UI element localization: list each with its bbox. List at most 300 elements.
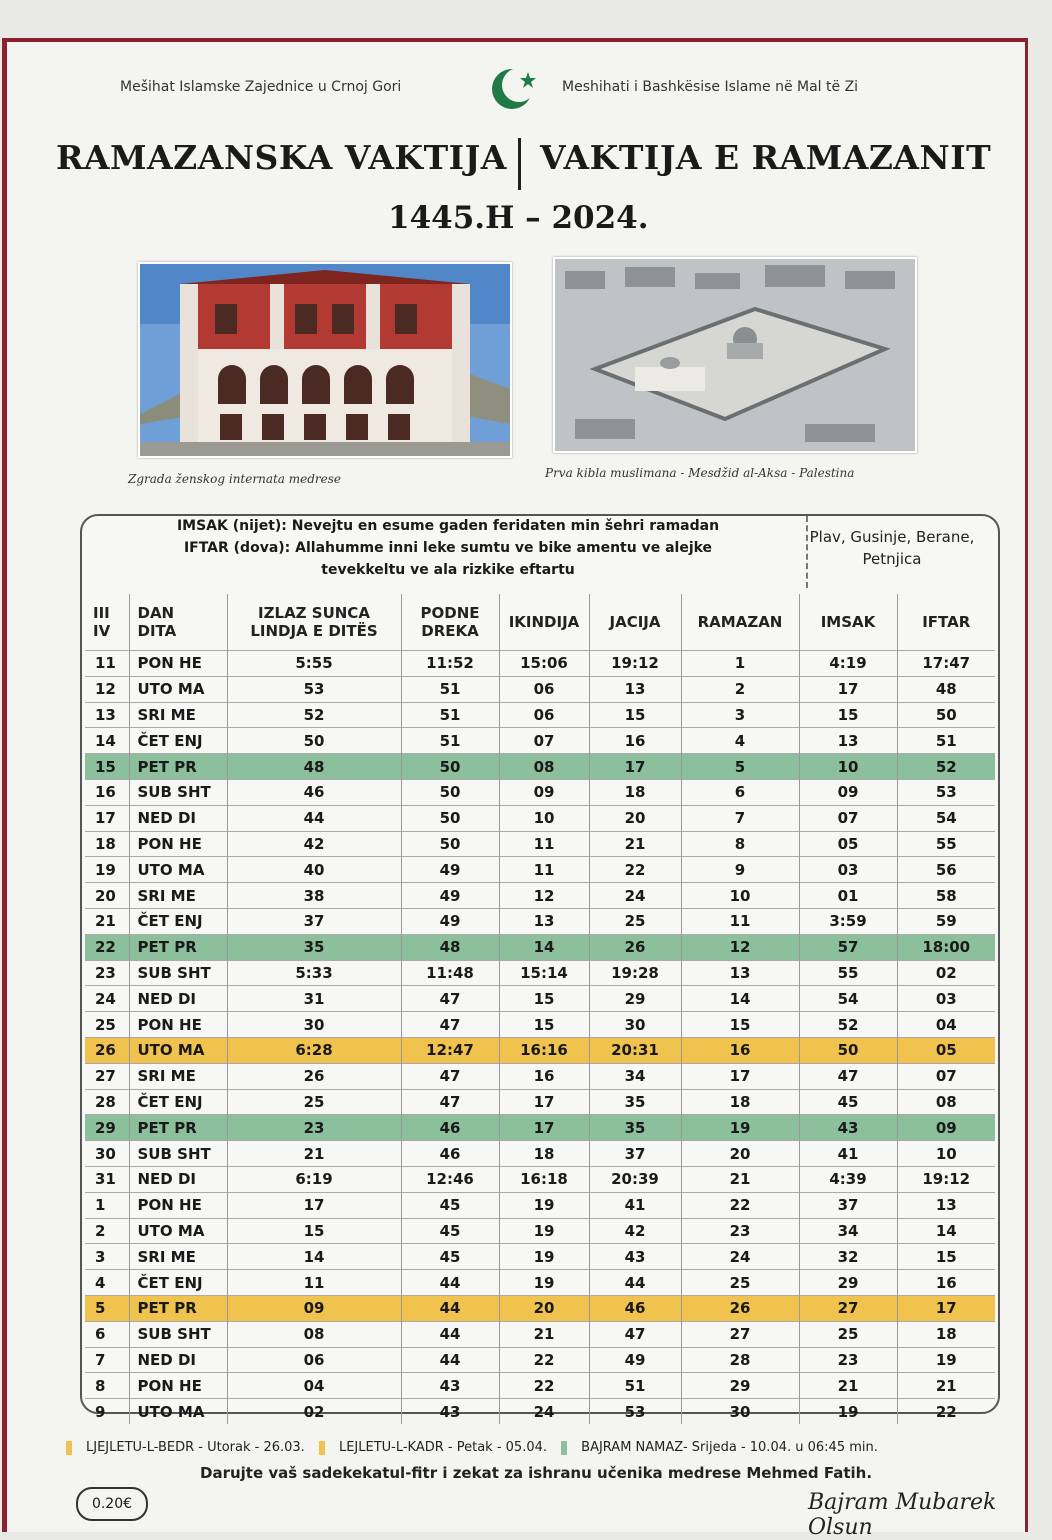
table-cell: 43 (799, 1115, 897, 1141)
table-cell: 35 (227, 934, 401, 960)
table-cell: 9 (85, 1399, 129, 1424)
table-cell: 13 (681, 960, 799, 986)
table-cell: 25 (681, 1270, 799, 1296)
column-header (85, 594, 129, 651)
table-cell: 18:00 (897, 934, 995, 960)
header-line: IV (93, 622, 111, 640)
table-cell: 07 (897, 1063, 995, 1089)
table-cell: 3 (85, 1244, 129, 1270)
table-cell: 4:19 (799, 651, 897, 677)
table-cell: 15 (499, 986, 589, 1012)
table-cell: 57 (799, 934, 897, 960)
table-cell: 24 (499, 1399, 589, 1424)
table-cell: 15 (85, 754, 129, 780)
table-cell: 07 (799, 805, 897, 831)
table-cell: 31 (85, 1166, 129, 1192)
table-cell: 16 (85, 779, 129, 805)
table-cell: 11 (681, 908, 799, 934)
table-cell: 37 (799, 1192, 897, 1218)
table-cell: 11:48 (401, 960, 499, 986)
table-cell: 03 (897, 986, 995, 1012)
table-row (85, 1244, 995, 1270)
table-cell: PON HE (129, 1012, 227, 1038)
table-cell: 41 (799, 1141, 897, 1167)
table-cell: 02 (897, 960, 995, 986)
table-row (85, 1270, 995, 1296)
table-cell: 47 (401, 986, 499, 1012)
table-cell: 56 (897, 857, 995, 883)
table-row (85, 883, 995, 909)
table-cell: 03 (799, 857, 897, 883)
table-cell: 51 (401, 728, 499, 754)
table-cell: 23 (799, 1347, 897, 1373)
table-cell: 15 (681, 1012, 799, 1038)
header-line: LINDJA E DITËS (250, 622, 378, 640)
table-cell: 13 (499, 908, 589, 934)
table-cell: 18 (897, 1321, 995, 1347)
table-cell: 16 (589, 728, 681, 754)
table-cell: ČET ENJ (129, 1270, 227, 1296)
table-cell: 19:12 (589, 651, 681, 677)
table-cell: 3:59 (799, 908, 897, 934)
table-cell: 27 (85, 1063, 129, 1089)
table-cell: 16:16 (499, 1037, 589, 1063)
table-cell: 43 (401, 1399, 499, 1424)
table-row (85, 1399, 995, 1424)
table-cell: 05 (799, 831, 897, 857)
table-cell: 14 (499, 934, 589, 960)
table-cell: 11 (499, 831, 589, 857)
legend-swatch-yellow (66, 1441, 72, 1455)
table-cell: 7 (85, 1347, 129, 1373)
table-cell: 22 (897, 1399, 995, 1424)
table-cell: 19 (499, 1218, 589, 1244)
table-cell: 14 (85, 728, 129, 754)
price-badge: 0.20€ (76, 1487, 148, 1521)
table-cell: 4 (681, 728, 799, 754)
table-row (85, 1192, 995, 1218)
table-cell: SRI ME (129, 883, 227, 909)
org-name-albanian: Meshihati i Bashkësise Islame në Mal të Zi (562, 79, 859, 95)
table-row (85, 934, 995, 960)
table-cell: 08 (897, 1089, 995, 1115)
table-row (85, 1295, 995, 1321)
table-cell: 45 (401, 1244, 499, 1270)
table-row (85, 1063, 995, 1089)
table-cell: 44 (227, 805, 401, 831)
table-cell: 2 (85, 1218, 129, 1244)
table-cell: 20 (681, 1141, 799, 1167)
table-cell: NED DI (129, 1166, 227, 1192)
table-row (85, 1347, 995, 1373)
table-cell: 5:33 (227, 960, 401, 986)
table-cell: ČET ENJ (129, 728, 227, 754)
table-cell: 17 (799, 676, 897, 702)
table-cell: 24 (589, 883, 681, 909)
table-cell: PON HE (129, 651, 227, 677)
table-cell: 20:31 (589, 1037, 681, 1063)
title-divider (518, 138, 521, 190)
table-header-row (85, 594, 995, 651)
table-cell: 4 (85, 1270, 129, 1296)
table-cell: 35 (589, 1089, 681, 1115)
table-cell: UTO MA (129, 1037, 227, 1063)
table-row (85, 728, 995, 754)
table-cell: 48 (897, 676, 995, 702)
table-cell: 10 (799, 754, 897, 780)
table-cell: 1 (681, 651, 799, 677)
legend-swatch-yellow (319, 1441, 325, 1455)
table-cell: PET PR (129, 1115, 227, 1141)
table-cell: PON HE (129, 1373, 227, 1399)
header-line: DITA (137, 622, 177, 640)
legend-swatch-green (561, 1441, 567, 1455)
table-row (85, 651, 995, 677)
table-cell: 27 (681, 1321, 799, 1347)
table-cell: 21 (85, 908, 129, 934)
table-cell: 51 (401, 676, 499, 702)
table-cell: 17 (227, 1192, 401, 1218)
table-cell: 54 (897, 805, 995, 831)
table-cell: 17 (85, 805, 129, 831)
table-cell: 55 (799, 960, 897, 986)
table-cell: 15 (227, 1218, 401, 1244)
table-cell: 50 (227, 728, 401, 754)
table-cell: 22 (499, 1347, 589, 1373)
table-row (85, 986, 995, 1012)
table-cell: 20:39 (589, 1166, 681, 1192)
table-cell: 44 (401, 1321, 499, 1347)
table-cell: 53 (227, 676, 401, 702)
table-cell: 24 (681, 1244, 799, 1270)
table-cell: 27 (799, 1295, 897, 1321)
table-row (85, 1218, 995, 1244)
table-cell: SRI ME (129, 702, 227, 728)
table-cell: 26 (227, 1063, 401, 1089)
table-cell: SUB SHT (129, 1321, 227, 1347)
table-cell: 25 (799, 1321, 897, 1347)
table-cell: 44 (401, 1270, 499, 1296)
table-cell: 14 (897, 1218, 995, 1244)
legend-kadr: LEJLETU-L-KADR - Petak - 05.04. (338, 1440, 548, 1455)
table-cell: 24 (85, 986, 129, 1012)
table-cell: ČET ENJ (129, 1089, 227, 1115)
table-cell: 13 (897, 1192, 995, 1218)
crescent-star-icon (490, 64, 540, 114)
table-cell: 16 (681, 1037, 799, 1063)
table-cell: 50 (401, 779, 499, 805)
table-cell: 34 (799, 1218, 897, 1244)
table-cell: 51 (589, 1373, 681, 1399)
table-body (85, 651, 995, 1424)
table-cell: 22 (681, 1192, 799, 1218)
table-cell: 12:47 (401, 1037, 499, 1063)
table-cell: 10 (897, 1141, 995, 1167)
table-cell: 34 (589, 1063, 681, 1089)
table-row (85, 676, 995, 702)
table-cell: 16 (897, 1270, 995, 1296)
column-header (681, 594, 799, 651)
table-cell: 30 (681, 1399, 799, 1424)
table-row (85, 1037, 995, 1063)
table-cell: UTO MA (129, 1218, 227, 1244)
table-cell: 8 (681, 831, 799, 857)
table-cell: 14 (227, 1244, 401, 1270)
table-cell: 46 (589, 1295, 681, 1321)
table-cell: 52 (897, 754, 995, 780)
column-header (897, 594, 995, 651)
table-cell: 19:12 (897, 1166, 995, 1192)
table-cell: 48 (401, 934, 499, 960)
table-cell: 13 (799, 728, 897, 754)
table-cell: 16 (499, 1063, 589, 1089)
column-header (129, 594, 227, 651)
table-cell: 53 (897, 779, 995, 805)
table-cell: 12 (85, 676, 129, 702)
table-cell: PET PR (129, 1295, 227, 1321)
table-row (85, 1141, 995, 1167)
table-cell: 19 (799, 1399, 897, 1424)
table-cell: 07 (499, 728, 589, 754)
table-cell: 15 (589, 702, 681, 728)
table-cell: 38 (227, 883, 401, 909)
title-bosnian: RAMAZANSKA VAKTIJA (56, 138, 507, 177)
table-cell: 18 (499, 1141, 589, 1167)
table-cell: 12 (499, 883, 589, 909)
table-cell: 29 (589, 986, 681, 1012)
table-cell: 09 (799, 779, 897, 805)
legend-bajram: BAJRAM NAMAZ- Srijeda - 10.04. u 06:45 min. (581, 1440, 878, 1455)
table-cell: 21 (589, 831, 681, 857)
legend (66, 1440, 878, 1455)
table-cell: 22 (589, 857, 681, 883)
signature: Bajram Mubarek Olsun (808, 1490, 997, 1540)
table-cell: 46 (401, 1141, 499, 1167)
table-cell: 19:28 (589, 960, 681, 986)
table-cell: 9 (681, 857, 799, 883)
table-cell: 25 (227, 1089, 401, 1115)
table-cell: 49 (401, 883, 499, 909)
table-cell: 09 (499, 779, 589, 805)
table-cell: 3 (681, 702, 799, 728)
table-cell: 17:47 (897, 651, 995, 677)
table-row (85, 1115, 995, 1141)
table-cell: 44 (589, 1270, 681, 1296)
table-cell: 40 (227, 857, 401, 883)
table-cell: 49 (589, 1347, 681, 1373)
table-cell: 25 (589, 908, 681, 934)
table-cell: 59 (897, 908, 995, 934)
column-header (499, 594, 589, 651)
table-cell: 09 (897, 1115, 995, 1141)
table-cell: 5 (85, 1295, 129, 1321)
table-cell: 23 (227, 1115, 401, 1141)
table-cell: 06 (227, 1347, 401, 1373)
table-cell: 50 (401, 754, 499, 780)
table-cell: 04 (227, 1373, 401, 1399)
table-cell: 09 (227, 1295, 401, 1321)
header-line: IZLAZ SUNCA (258, 604, 370, 622)
table-cell: 26 (85, 1037, 129, 1063)
legend-bedr: LJEJLETU-L-BEDR - Utorak - 26.03. (86, 1440, 305, 1455)
table-cell: 51 (897, 728, 995, 754)
table-cell: 28 (681, 1347, 799, 1373)
table-cell: 50 (401, 831, 499, 857)
table-cell: UTO MA (129, 676, 227, 702)
table-cell: 50 (401, 805, 499, 831)
table-cell: 19 (499, 1244, 589, 1270)
table-cell: NED DI (129, 986, 227, 1012)
table-cell: 15 (499, 1012, 589, 1038)
table-cell: 44 (401, 1295, 499, 1321)
table-cell: SUB SHT (129, 960, 227, 986)
table-cell: UTO MA (129, 1399, 227, 1424)
table-cell: 35 (589, 1115, 681, 1141)
table-row (85, 1373, 995, 1399)
table-cell: 21 (799, 1373, 897, 1399)
table-cell: 17 (499, 1089, 589, 1115)
table-cell: 19 (499, 1192, 589, 1218)
table-cell: 26 (681, 1295, 799, 1321)
table-cell: 53 (589, 1399, 681, 1424)
table-cell: 08 (227, 1321, 401, 1347)
title-albanian: VAKTIJA E RAMAZANIT (540, 138, 992, 177)
table-cell: 46 (401, 1115, 499, 1141)
table-cell: 43 (589, 1244, 681, 1270)
dua-text (148, 515, 748, 581)
table-cell: 41 (589, 1192, 681, 1218)
table-cell: 21 (897, 1373, 995, 1399)
header-line: IMSAK (820, 613, 876, 631)
table-cell: 8 (85, 1373, 129, 1399)
table-cell: 21 (681, 1166, 799, 1192)
table-cell: 5:55 (227, 651, 401, 677)
table-cell: 29 (681, 1373, 799, 1399)
header-line: IKINDIJA (508, 613, 580, 631)
table-row (85, 960, 995, 986)
table-row (85, 754, 995, 780)
table-cell: SUB SHT (129, 779, 227, 805)
table-cell: 18 (681, 1089, 799, 1115)
table-row (85, 702, 995, 728)
table-cell: 11 (227, 1270, 401, 1296)
header-line: IFTAR (922, 613, 971, 631)
table-cell: SUB SHT (129, 1141, 227, 1167)
table-cell: ČET ENJ (129, 908, 227, 934)
table-cell: 31 (227, 986, 401, 1012)
table-cell: 13 (85, 702, 129, 728)
table-cell: 49 (401, 908, 499, 934)
table-cell: 30 (227, 1012, 401, 1038)
column-header (227, 594, 401, 651)
table-cell: 45 (799, 1089, 897, 1115)
sadaka-note: Darujte vaš sadekekatul-fitr i zekat za ishranu učenika medrese Mehmed Fatih. (200, 1464, 873, 1482)
table-cell: 17 (589, 754, 681, 780)
header-line: DREKA (421, 622, 479, 640)
table-cell: 5 (681, 754, 799, 780)
photo-medresa-building (138, 262, 512, 458)
table-cell: PON HE (129, 1192, 227, 1218)
table-row (85, 1012, 995, 1038)
table-cell: 58 (897, 883, 995, 909)
table-cell: 21 (227, 1141, 401, 1167)
year-subtitle: 1445.H – 2024. (388, 200, 649, 236)
table-cell: 45 (401, 1218, 499, 1244)
table-cell: 47 (799, 1063, 897, 1089)
table-cell: 42 (589, 1218, 681, 1244)
table-cell: 16:18 (499, 1166, 589, 1192)
table-cell: 15:06 (499, 651, 589, 677)
table-cell: 15:14 (499, 960, 589, 986)
table-cell: 6:19 (227, 1166, 401, 1192)
table-cell: 12 (681, 934, 799, 960)
table-cell: 6 (681, 779, 799, 805)
header-line: PODNE (420, 604, 480, 622)
table-cell: 19 (897, 1347, 995, 1373)
table-cell: 10 (681, 883, 799, 909)
header-line: JACIJA (609, 613, 661, 631)
table-cell: 30 (589, 1012, 681, 1038)
table-cell: 7 (681, 805, 799, 831)
table-row (85, 779, 995, 805)
table-cell: 05 (897, 1037, 995, 1063)
table-cell: 17 (897, 1295, 995, 1321)
table-cell: 37 (589, 1141, 681, 1167)
table-cell: SRI ME (129, 1063, 227, 1089)
table-cell: 6 (85, 1321, 129, 1347)
table-cell: 55 (897, 831, 995, 857)
table-cell: 14 (681, 986, 799, 1012)
photo-caption-left: Zgrada ženskog internata medrese (128, 472, 342, 486)
header-line: RAMAZAN (697, 613, 783, 631)
table-cell: PET PR (129, 934, 227, 960)
table-cell: 2 (681, 676, 799, 702)
table-cell: 52 (227, 702, 401, 728)
table-cell: 01 (799, 883, 897, 909)
photo-al-aqsa (553, 257, 917, 453)
table-row (85, 857, 995, 883)
header-line: III (93, 604, 110, 622)
table-cell: 13 (589, 676, 681, 702)
table-cell: 11 (499, 857, 589, 883)
table-cell: 46 (227, 779, 401, 805)
table-cell: 43 (401, 1373, 499, 1399)
table-cell: 11:52 (401, 651, 499, 677)
table-cell: 18 (85, 831, 129, 857)
table-cell: 08 (499, 754, 589, 780)
places-list: Plav, Gusinje, Berane, Petnjica (809, 528, 975, 568)
table-cell: 32 (799, 1244, 897, 1270)
table-cell: 15 (897, 1244, 995, 1270)
table-cell: 30 (85, 1141, 129, 1167)
column-header (401, 594, 499, 651)
table-cell: 20 (499, 1295, 589, 1321)
table-row (85, 1166, 995, 1192)
table-cell: 06 (499, 676, 589, 702)
table-cell: NED DI (129, 805, 227, 831)
table-row (85, 1089, 995, 1115)
column-header (589, 594, 681, 651)
table-cell: 19 (85, 857, 129, 883)
imsak-dua: IMSAK (nijet): Nevejtu en esume gaden feridaten min šehri ramadan (176, 518, 720, 534)
table-row (85, 831, 995, 857)
table-cell: 48 (227, 754, 401, 780)
table-cell: 42 (227, 831, 401, 857)
table-row (85, 805, 995, 831)
table-cell: 20 (589, 805, 681, 831)
table-cell: 18 (589, 779, 681, 805)
table-cell: 51 (401, 702, 499, 728)
